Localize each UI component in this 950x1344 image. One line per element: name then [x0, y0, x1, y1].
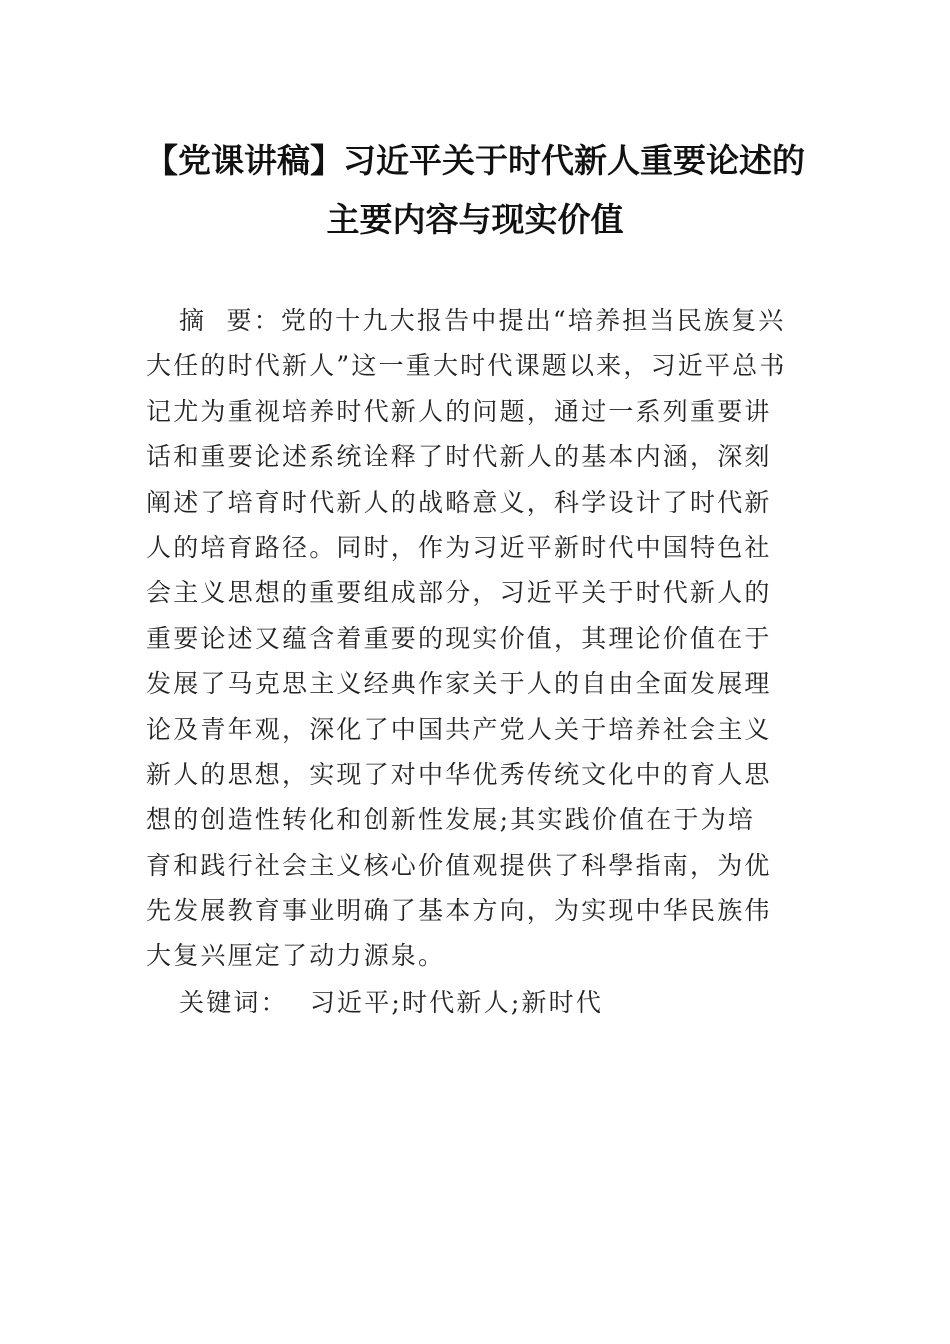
abstract-line: 育和践行社会主义核心价值观提供了科學指南，为优: [146, 850, 772, 880]
abstract-line: 重要论述又蕴含着重要的现实价值，其理论价值在于: [146, 623, 772, 653]
abstract-line: 新人的思想，实现了对中华优秀传统文化中的育人思: [146, 759, 772, 789]
abstract-label: 摘 要：: [179, 306, 281, 335]
abstract-line: [146, 298, 802, 343]
abstract-line: 论及青年观，深化了中国共产党人关于培养社会主义: [146, 714, 772, 744]
document-title-line-1: 【党课讲稿】习近平关于时代新人重要论述的: [145, 141, 805, 180]
abstract-line: 发展了马克思主义经典作家关于人的自由全面发展理: [146, 669, 772, 699]
abstract-line: 大任的时代新人”这一重大时代课题以来，习近平总书: [146, 351, 787, 381]
keywords-value: 习近平;时代新人;新时代: [309, 988, 604, 1017]
document-title-line-2: 主要内容与现实价值: [326, 200, 624, 239]
abstract-line: 先发展教育事业明确了基本方向，为实现中华民族伟: [146, 896, 772, 926]
abstract-line: 想的创造性转化和创新性发展;其实践价值在于为培: [146, 805, 756, 835]
abstract-line: 人的培育路径。同时，作为习近平新时代中国特色社: [146, 532, 772, 562]
keywords-line: [179, 980, 603, 1025]
abstract-line: 记尤为重视培养时代新人的问题，通过一系列重要讲: [146, 396, 772, 426]
abstract-line: 大复兴厘定了动力源泉。: [146, 941, 446, 971]
abstract-text: 党的十九大报告中提出“培养担当民族复兴: [280, 306, 786, 335]
abstract-paragraph: [146, 298, 802, 979]
abstract-line: 会主义思想的重要组成部分，习近平关于时代新人的: [146, 578, 772, 608]
abstract-line: 阐述了培育时代新人的战略意义，科学设计了时代新: [146, 487, 772, 517]
abstract-line: 话和重要论述系统诠释了时代新人的基本内涵，深刻: [146, 442, 772, 472]
keywords-label: 关键词：: [179, 988, 288, 1017]
